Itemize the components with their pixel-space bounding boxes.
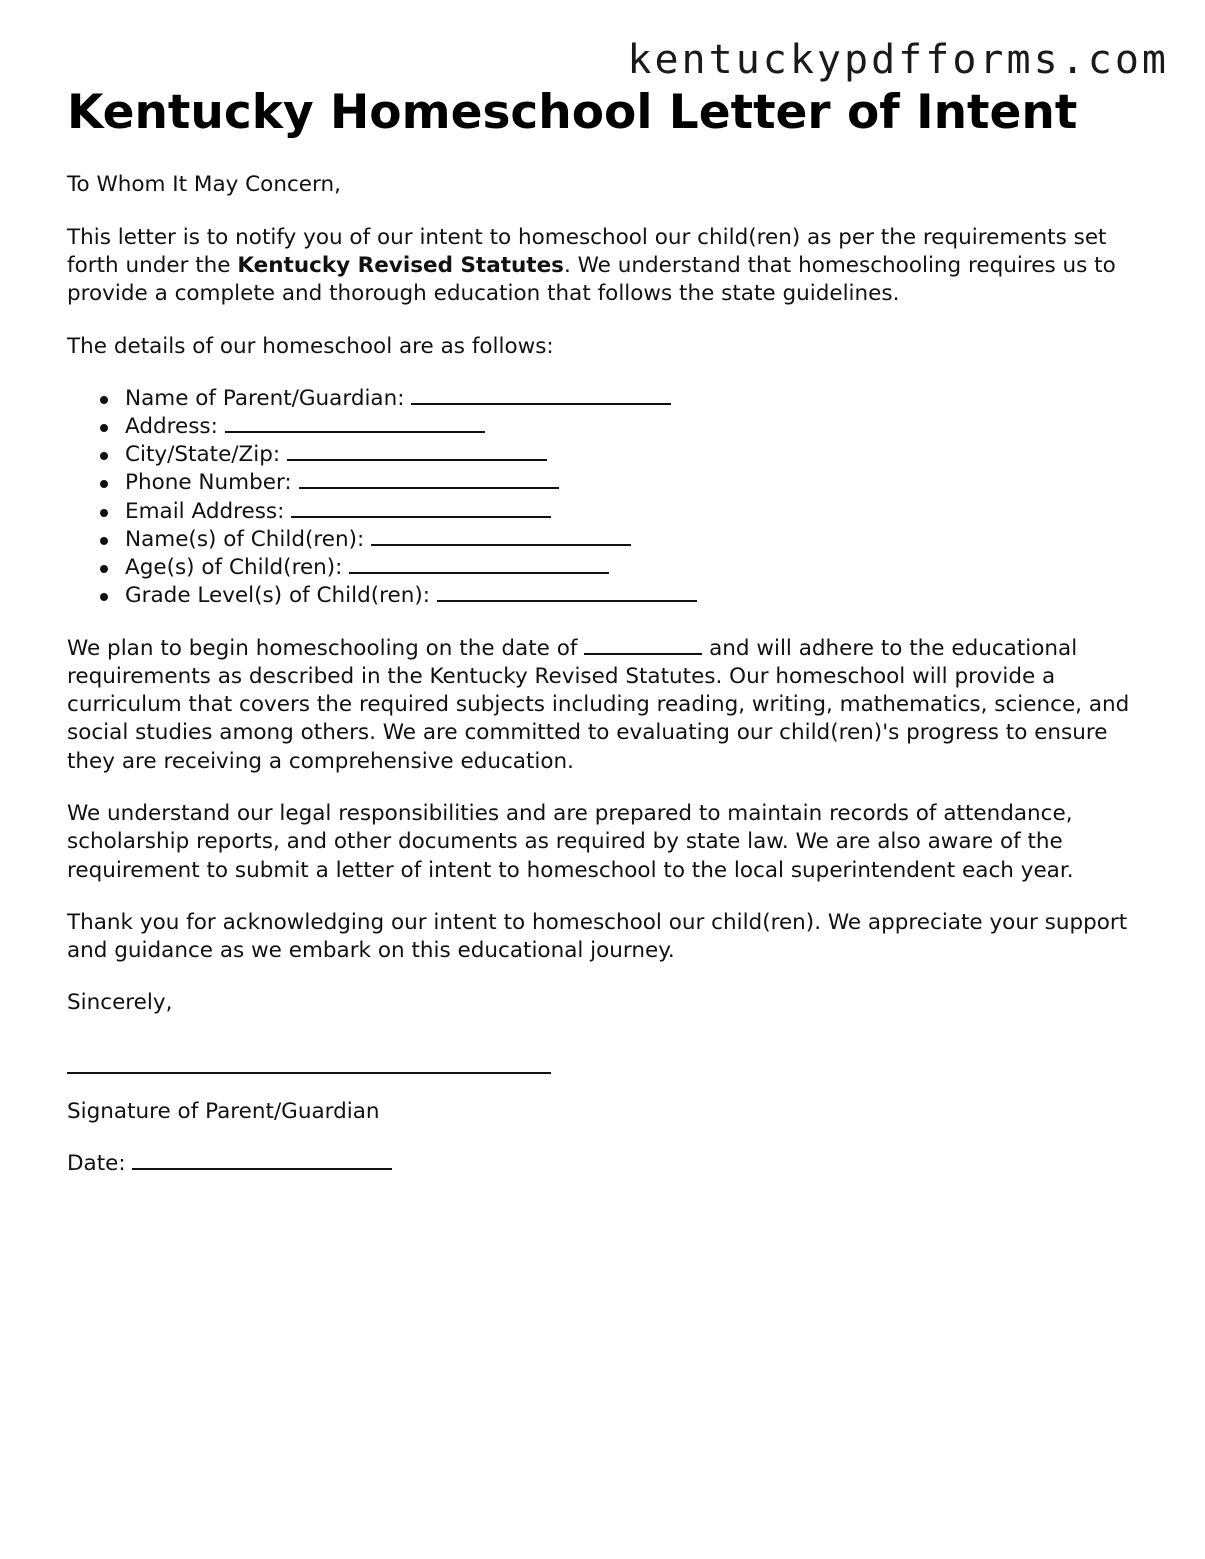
parent-name-blank[interactable] — [411, 386, 671, 405]
field-label: Name of Parent/Guardian: — [125, 385, 405, 411]
field-label: Age(s) of Child(ren): — [125, 555, 343, 581]
statutes-emphasis: Kentucky Revised Statutes — [237, 252, 564, 278]
responsibilities-paragraph: We understand our legal responsibilities and are prepared to maintain records of attendance, scholarship reports, and other documents as required by state law. We are also aware of the requirement to submit a letter of intent to homeschool to the local superintendent each year. — [67, 800, 1074, 883]
detail-item-city-state-zip — [67, 441, 1147, 469]
details-intro: The details of our homeschool are as follows: — [67, 333, 554, 359]
grade-levels-blank[interactable] — [437, 583, 697, 602]
intro-paragraph — [67, 224, 1147, 309]
field-label: Phone Number: — [125, 470, 292, 496]
email-blank[interactable] — [291, 499, 551, 518]
plan-paragraph — [67, 635, 1147, 776]
detail-item-child-names — [67, 526, 1147, 554]
plan-text-end: and will adhere to the educational requirements as described in the Kentucky Revised Statutes. Our homeschool will provide a curriculum that covers the required subjects including reading, writing, mathematics, science, and social studies among others. We are committed to evaluating our child(ren)'s progress to ensure they are receiving a comprehensive education. — [67, 635, 1130, 774]
date-line — [67, 1150, 1147, 1178]
date-label: Date: — [67, 1151, 126, 1177]
detail-item-address — [67, 413, 1147, 441]
intro-text-end: . We understand that homeschooling requires us to provide a complete and thorough education that follows the state guidelines. — [67, 252, 1116, 307]
intro-text-start: This letter is to notify you of our intent to homeschool our child(ren) as per the requirements set forth under the — [67, 224, 1107, 278]
detail-item-child-ages — [67, 554, 1147, 582]
detail-item-phone — [67, 469, 1147, 497]
detail-item-parent-name — [67, 385, 1147, 413]
start-date-blank[interactable] — [584, 636, 702, 655]
detail-item-grade-levels — [67, 582, 1147, 610]
page-title: Kentucky Homeschool Letter of Intent — [67, 85, 1078, 140]
field-label: City/State/Zip: — [125, 442, 281, 468]
child-ages-blank[interactable] — [349, 555, 609, 574]
field-label: Grade Level(s) of Child(ren): — [125, 583, 430, 609]
field-label: Name(s) of Child(ren): — [125, 526, 365, 552]
thanks-paragraph: Thank you for acknowledging our intent to homeschool our child(ren). We appreciate your support and guidance as we embark on this educational journey. — [67, 909, 1128, 964]
address-blank[interactable] — [225, 414, 485, 433]
letter-document — [67, 85, 1147, 1178]
signature-line[interactable] — [67, 1068, 551, 1074]
closing: Sincerely, — [67, 990, 173, 1016]
city-state-zip-blank[interactable] — [287, 442, 547, 461]
phone-blank[interactable] — [299, 470, 559, 489]
field-label: Address: — [125, 414, 218, 440]
signature-label: Signature of Parent/Guardian — [67, 1098, 380, 1124]
greeting: To Whom It May Concern, — [67, 172, 341, 198]
field-label: Email Address: — [125, 498, 285, 524]
child-names-blank[interactable] — [371, 527, 631, 546]
date-blank[interactable] — [132, 1151, 392, 1170]
site-watermark: kentuckypdfforms.com — [627, 37, 1169, 83]
details-list — [67, 385, 1147, 611]
plan-text-start: We plan to begin homeschooling on the date of — [67, 635, 585, 661]
detail-item-email — [67, 498, 1147, 526]
